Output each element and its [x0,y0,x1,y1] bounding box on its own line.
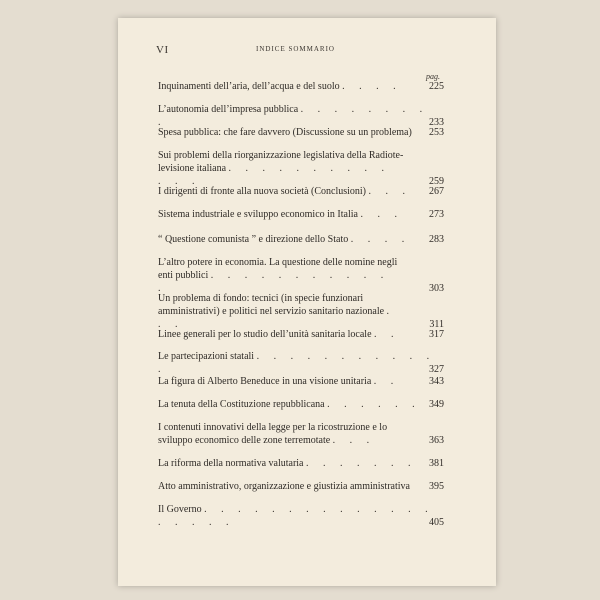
toc-entry-title: Sui problemi della riorganizzazione legislativa della Radiote-levisione italiana [158,150,404,174]
toc-entry [158,185,444,198]
toc-entry-title: “ Questione comunista ” e direzione dello Stato [158,234,349,245]
toc-entry-page: 303 [429,283,444,294]
toc-entry-page: 259 [429,176,444,187]
toc-entry-page: 273 [429,209,444,220]
toc-entry-page: 349 [429,399,444,410]
toc-entry-leader: . . . . . . [327,399,421,410]
toc-entry-title: Le partecipazioni statali [158,351,255,362]
page-folio: VI [156,44,169,56]
toc-entry-page: 317 [429,329,444,340]
toc-entry-page: 395 [429,481,444,492]
toc-entry-page: 225 [429,81,444,92]
toc-entry [158,233,444,246]
toc-entry-page: 233 [429,117,444,128]
toc-entry-page: 311 [429,319,444,330]
toc-entry-page: 363 [429,435,444,446]
toc-entry-title: La tenuta della Costituzione repubblicana [158,399,325,410]
toc-entry-title: La figura di Alberto Beneduce in una visione unitaria [158,376,372,387]
toc-entry [158,480,444,493]
toc-entry-leader: . . . . . . . . . [158,104,429,128]
toc-entry [158,80,444,93]
toc-entry-page: 267 [429,186,444,197]
toc-entry [158,503,444,529]
toc-entry-title: L’altro potere in economia. La questione delle nomine negli enti pubblici [158,257,398,281]
toc-entry-title: Spesa pubblica: che fare davvero (Discussione su un problema) [158,127,412,138]
toc-entry-title: Inquinamenti dell’aria, dell’acqua e del suolo [158,81,340,92]
toc-entry [158,126,444,139]
toc-entry-leader: . . . . . . . [306,458,417,469]
toc-entry-title: L’autonomia dell’impresa pubblica [158,104,299,115]
toc-entry-title: Il Governo [158,504,202,515]
toc-entry-leader: . . . . . . . . . . . . [158,270,390,294]
toc-entry [158,398,444,411]
pag-label: pag. [426,72,440,81]
toc-entry-leader: . . . [332,435,376,446]
toc-entry-title: Un problema di fondo: tecnici (in specie funzionari amministrativi) e politici nel servizio sanitario nazionale [158,293,385,317]
toc-entry-leader: . . . . . . . . . . . . . . . . . . . [158,504,434,528]
toc-entry-leader: . . . [368,186,411,197]
toc-entry [158,149,444,188]
toc-entry [158,375,444,388]
toc-entry [158,208,444,221]
toc-entry [158,256,444,295]
toc-entry [158,421,444,447]
toc-entry-leader: . . . [158,306,396,330]
toc-entry-title: I contenuti innovativi della legge per la ricostruzione e lo sviluppo economico delle zone terremotate [158,422,388,446]
toc-entry-leader: . . . . . . . . . . . . . [158,163,391,187]
toc-entry-page: 381 [429,458,444,469]
toc-entry-leader: . . . . . . . . . . . . [158,351,436,375]
toc-entry [158,350,444,376]
toc-entry-leader: . . . . [350,234,411,245]
toc-entry [158,292,444,331]
toc-entry-leader: . . . . [342,81,402,92]
toc-entry-page: 253 [429,127,444,138]
toc-entry-leader: . . [374,329,400,340]
toc-entry-title: Sistema industriale e sviluppo economico in Italia [158,209,358,220]
toc-entry-title: I dirigenti di fronte alla nuova società (Conclusioni) [158,186,366,197]
toc-entry-title: Linee generali per lo studio dell’unità sanitaria locale [158,329,372,340]
toc-entry-leader: . . . [360,209,403,220]
toc-entry-page: 405 [429,517,444,528]
toc-entry-leader: . . [373,376,400,387]
running-title: INDICE SOMMARIO [256,45,335,53]
toc-entry-page: 327 [429,364,444,375]
toc-entry-title: Atto amministrativo, organizzazione e giustizia amministrativa [158,481,410,492]
toc-entry [158,328,444,341]
toc-entry-page: 343 [429,376,444,387]
toc-entry-page: 283 [429,234,444,245]
toc-entry [158,457,444,470]
toc-entry-title: La riforma della normativa valutaria [158,458,304,469]
